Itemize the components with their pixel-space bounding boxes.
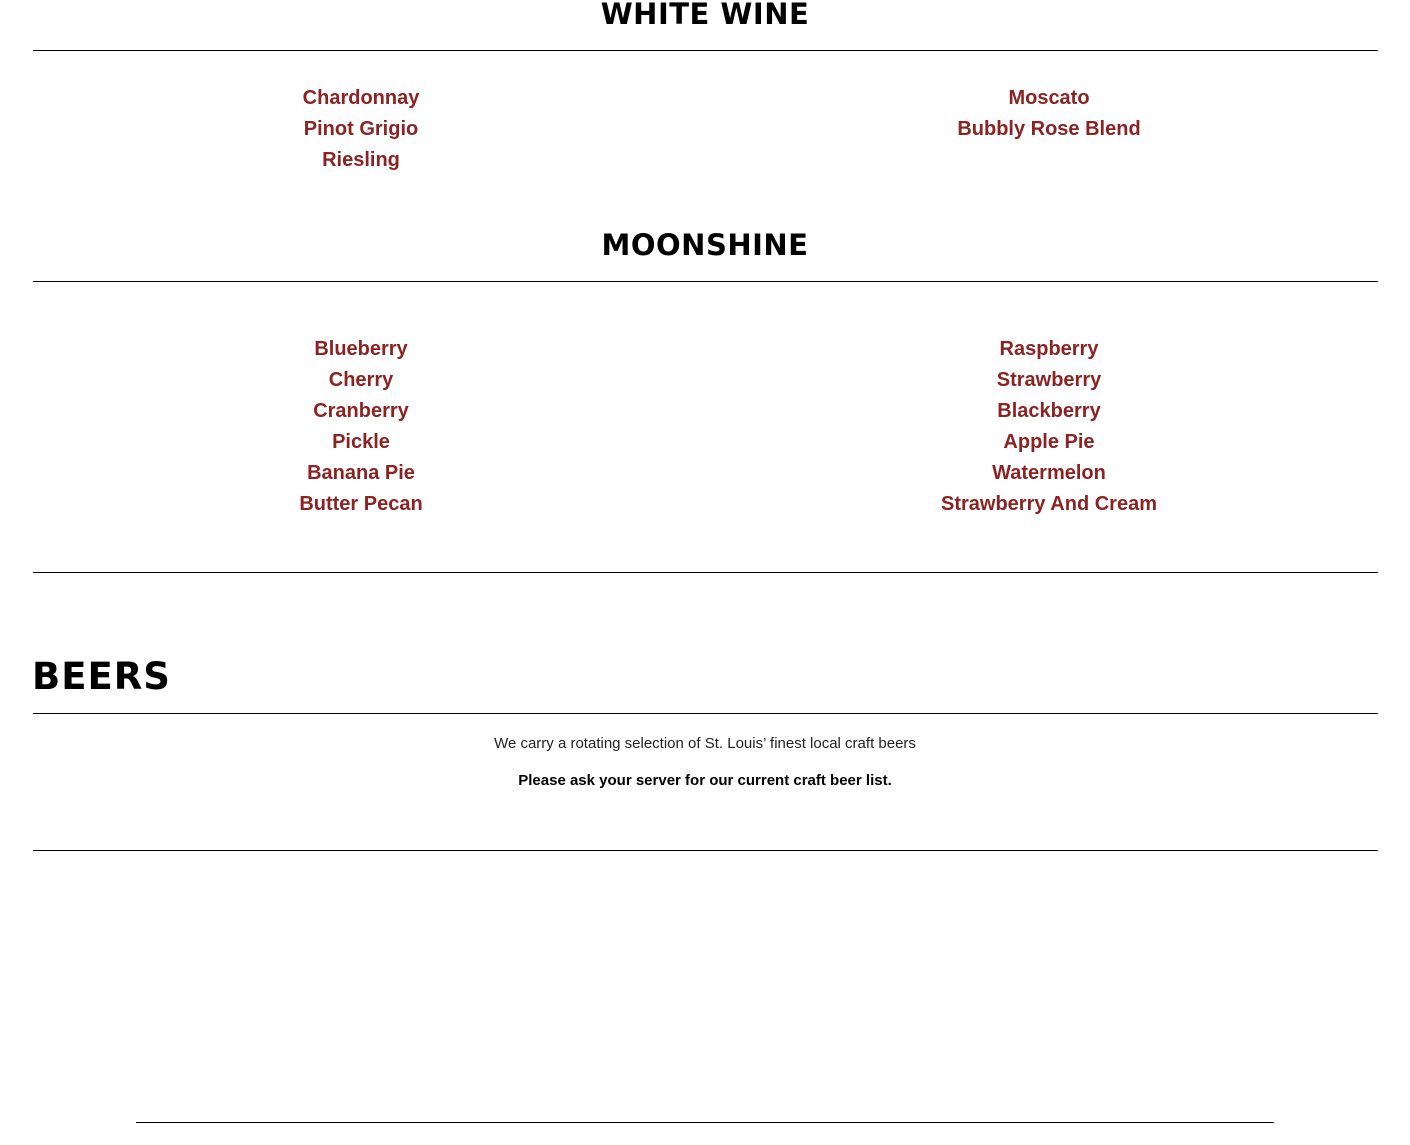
beers-divider bbox=[33, 713, 1378, 714]
moonshine-list-left bbox=[111, 334, 611, 520]
beers-note: Please ask your server for our current craft beer list. bbox=[518, 772, 892, 789]
menu-item: Cherry bbox=[328, 369, 394, 391]
white-wine-list-left bbox=[111, 83, 611, 176]
menu-item: Bubbly Rose Blend bbox=[957, 118, 1141, 140]
menu-item: Apple Pie bbox=[1003, 431, 1095, 453]
moonshine-list-right bbox=[799, 334, 1299, 520]
menu-item: Raspberry bbox=[999, 338, 1099, 360]
menu-item: Chardonnay bbox=[302, 87, 420, 109]
menu-item: Pickle bbox=[332, 431, 390, 453]
menu-item: Banana Pie bbox=[307, 462, 415, 484]
moonshine-heading: MOONSHINE bbox=[601, 228, 809, 262]
menu-item: Watermelon bbox=[992, 462, 1106, 484]
moonshine-divider bbox=[33, 281, 1378, 282]
menu-item: Moscato bbox=[1008, 87, 1090, 109]
white-wine-list-right bbox=[799, 83, 1299, 145]
menu-item: Blueberry bbox=[314, 338, 408, 360]
footer-divider bbox=[136, 1122, 1274, 1123]
moonshine-bottom-divider bbox=[33, 572, 1378, 573]
menu-item: Blackberry bbox=[997, 400, 1101, 422]
white-wine-divider bbox=[33, 50, 1378, 51]
beers-heading: BEERS bbox=[32, 655, 171, 698]
menu-item: Strawberry bbox=[996, 369, 1102, 391]
menu-item: Cranberry bbox=[313, 400, 409, 422]
beers-bottom-divider bbox=[33, 850, 1378, 851]
menu-item: Butter Pecan bbox=[299, 493, 423, 515]
menu-item: Riesling bbox=[322, 149, 400, 171]
menu-item: Strawberry And Cream bbox=[941, 493, 1157, 515]
beers-description: We carry a rotating selection of St. Louis’ finest local craft beers bbox=[494, 735, 916, 752]
menu-item: Pinot Grigio bbox=[303, 118, 419, 140]
white-wine-heading: WHITE WINE bbox=[600, 0, 810, 31]
